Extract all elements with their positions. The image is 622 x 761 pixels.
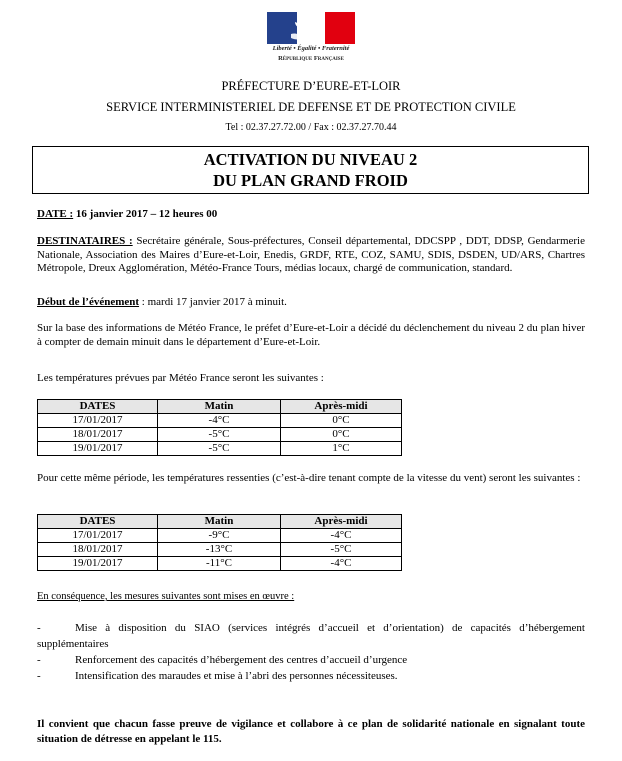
cell-matin: -5°C	[158, 428, 281, 442]
table-row	[38, 414, 402, 428]
header-matin: Matin	[158, 400, 281, 414]
cell-date: 19/01/2017	[38, 557, 158, 571]
measure-text: Mise à disposition du SIAO (services intégrés d’accueil et d’orientation) de capacités d’hébergement	[75, 622, 585, 634]
republique-francaise-label: République Française	[278, 55, 344, 62]
header-apres-midi: Après-midi	[281, 515, 402, 529]
recipients	[37, 235, 585, 276]
table-header-row	[38, 515, 402, 529]
forecast-table	[37, 399, 402, 456]
measure-item-3	[37, 670, 585, 684]
cell-apres-midi: 0°C	[281, 428, 402, 442]
contact-info: Tel : 02.37.27.72.00 / Fax : 02.37.27.70.44	[225, 122, 397, 133]
cell-apres-midi: -5°C	[281, 543, 402, 557]
recipients-label: DESTINATAIRES :	[37, 235, 133, 247]
dash-bullet: -	[37, 670, 41, 682]
cell-matin: -11°C	[158, 557, 281, 571]
forecast-intro: Les températures prévues par Météo France seront les suivantes :	[37, 372, 324, 384]
cell-date: 17/01/2017	[38, 529, 158, 543]
cell-date: 17/01/2017	[38, 414, 158, 428]
title-box	[32, 146, 589, 194]
measure-text: Renforcement des capacités d’hébergement des centres d’accueil d’urgence	[75, 654, 408, 666]
table-row	[38, 428, 402, 442]
cell-date: 18/01/2017	[38, 428, 158, 442]
event-start-value: : mardi 17 janvier 2017 à minuit.	[139, 296, 287, 308]
table-row	[38, 543, 402, 557]
date-value: 16 janvier 2017 – 12 heures 00	[73, 208, 218, 220]
recipients-value: Secrétaire générale, Sous-préfectures, Conseil départemental, DDCSPP , DDT, DDSP, Gendarmerie Nationale, Association des Maires d’Eure-et-Loir, Enedis, GRDF, RTE, COZ, SAMU, SDIS, DSDEN, UD/ARS, Chartres Métropole, Dreux Agglomération, Météo-France Tours, médias locaux, chargé de communication, standard.	[37, 235, 585, 274]
event-start	[37, 296, 585, 310]
date-label: DATE :	[37, 208, 74, 220]
cell-apres-midi: -4°C	[281, 529, 402, 543]
measure-item-2	[37, 654, 585, 668]
cell-apres-midi: 0°C	[281, 414, 402, 428]
measure-item-1	[37, 622, 585, 636]
measure-text: Intensification des maraudes et mise à l’abri des personnes nécessiteuses.	[75, 670, 398, 682]
cell-matin: -4°C	[158, 414, 281, 428]
republique-francaise-logo	[265, 10, 357, 66]
marianne-profile-icon	[287, 12, 331, 44]
header-apres-midi: Après-midi	[281, 400, 402, 414]
measures-heading: En conséquence, les mesures suivantes sont mises en œuvre :	[37, 591, 295, 602]
header-dates: DATES	[38, 515, 158, 529]
title-line-2: DU PLAN GRAND FROID	[213, 171, 408, 190]
cell-matin: -9°C	[158, 529, 281, 543]
closing-statement: Il convient que chacun fasse preuve de vigilance et collabore à ce plan de solidarité nationale en signalant toute situation de détresse en appelant le 115.	[37, 718, 585, 745]
header-matin: Matin	[158, 515, 281, 529]
intro-paragraph: Sur la base des informations de Météo France, le préfet d’Eure-et-Loir a décidé du déclenchement du niveau 2 du plan hiver à compter de demain minuit dans le département d’Eure-et-Loir.	[37, 322, 585, 348]
table-header-row	[38, 400, 402, 414]
title-line-1: ACTIVATION DU NIVEAU 2	[203, 150, 418, 169]
table-row	[38, 557, 402, 571]
header-dates: DATES	[38, 400, 158, 414]
felt-temperature-table	[37, 514, 402, 571]
cell-matin: -5°C	[158, 442, 281, 456]
event-start-label: Début de l’événement	[37, 296, 140, 308]
cell-apres-midi: -4°C	[281, 557, 402, 571]
cell-apres-midi: 1°C	[281, 442, 402, 456]
felt-intro: Pour cette même période, les températures ressenties (c’est-à-dire tenant compte de la vitesse du vent) seront les suivantes :	[37, 472, 581, 484]
measure-item-1-continuation: supplémentaires	[37, 638, 109, 650]
service-name: SERVICE INTERMINISTERIEL DE DEFENSE ET DE PROTECTION CIVILE	[106, 100, 516, 114]
dash-bullet: -	[37, 654, 41, 666]
table-row	[38, 442, 402, 456]
prefecture-name: PRÉFECTURE D’EURE-ET-LOIR	[221, 79, 401, 93]
date-line	[37, 208, 585, 222]
cell-date: 18/01/2017	[38, 543, 158, 557]
motto: Liberté • Égalité • Fraternité	[272, 45, 350, 52]
cell-matin: -13°C	[158, 543, 281, 557]
cell-date: 19/01/2017	[38, 442, 158, 456]
table-row	[38, 529, 402, 543]
dash-bullet: -	[37, 622, 41, 634]
